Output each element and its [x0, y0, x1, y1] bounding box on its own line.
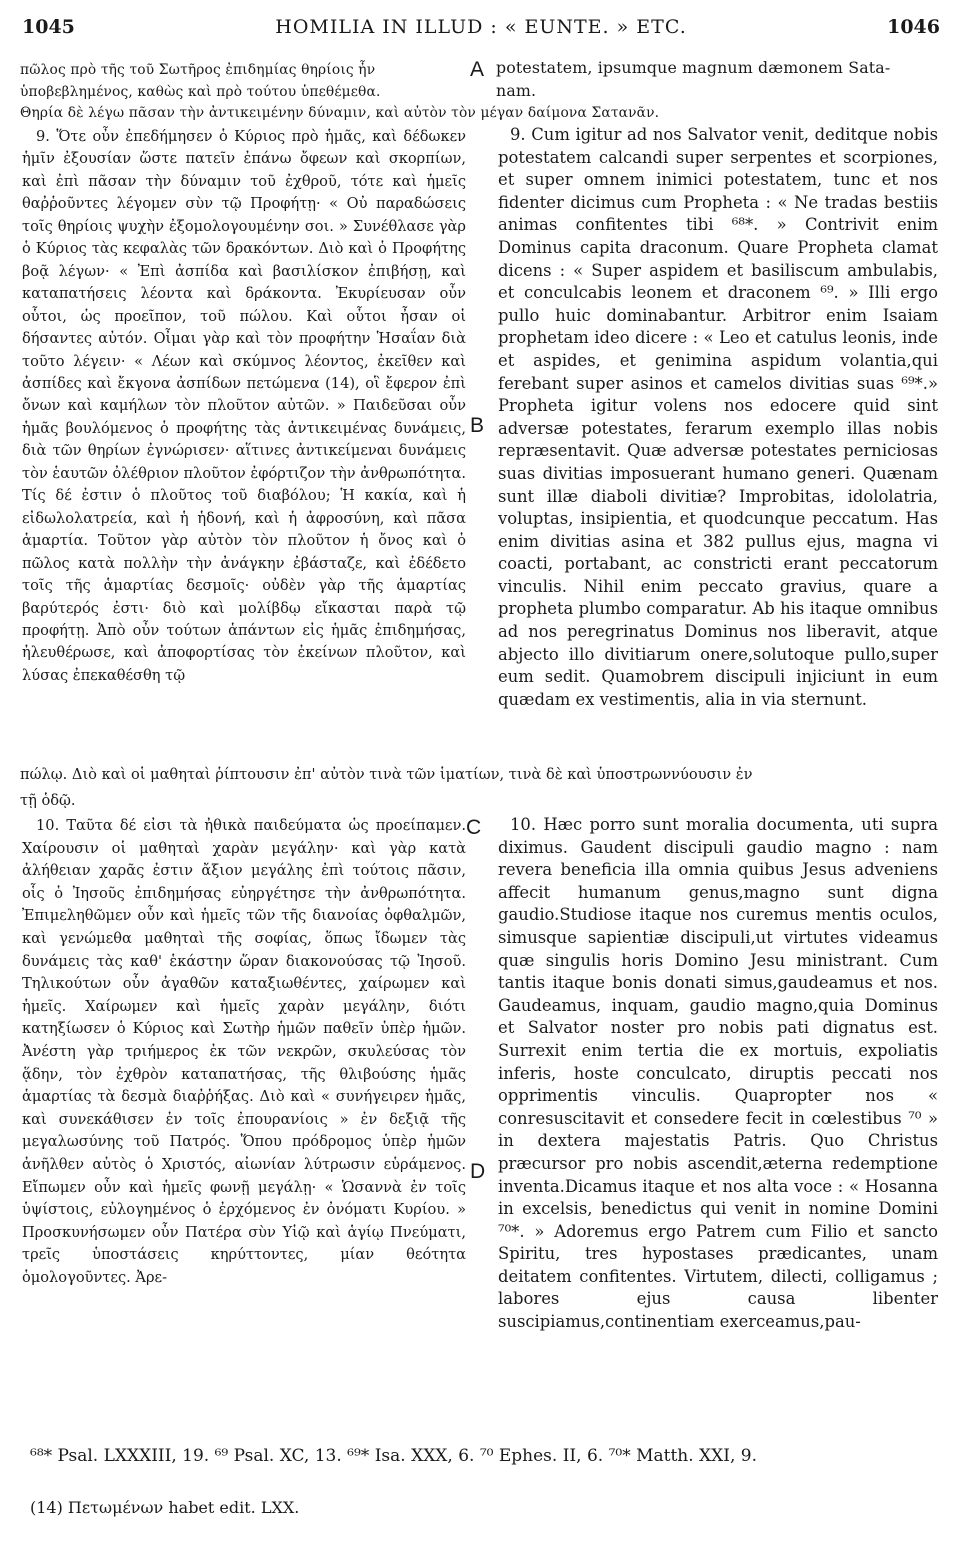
latin-line-1: potestatem, ipsumque magnum dæmonem Sata- [496, 58, 891, 77]
greek-full-width-line: πώλῳ. Διὸ καὶ οἱ μαθηταὶ ῥίπτουσιν ἐπ' αὐτὸν τινὰ τῶν ἱματίων, τινὰ δὲ καὶ ὑποστρωννύουσιν ἐν [20, 766, 753, 783]
greek-line-2: ὑποβεβλημένος, καθὼς καὶ πρὸ τούτου ὑπεθέμεθα. [20, 84, 381, 100]
critical-note-14: (14) Πετωμένων habet edit. LXX. [30, 1498, 300, 1517]
footnotes: ⁶⁸* Psal. LXXXIII, 19. ⁶⁹ Psal. XC, 13. ⁶⁹* Isa. XXX, 6. ⁷⁰ Ephes. II, 6. ⁷⁰* Matth. XXI, 9. [30, 1446, 758, 1466]
latin-column-section-10 [498, 814, 938, 1334]
page-number-left: 1045 [22, 16, 75, 38]
latin-text-section-9: 9. Cum igitur ad nos Salvator venit, deditque nobis potestatem calcandi super serpentes et scorpiones, et super omnem inimici potestatem, tunc et nos fidenter dicimus cum Propheta : « Ne tradas bestiis animas confitentes tibi ⁶⁸*. » Contrivit enim Dominus capita draconum. Quare Propheta clamat dicens : « Super aspidem et basiliscum ambulabis, et conculcabis leonem et draconem ⁶⁹. » Illi ergo pullo huic dominabantur. Arbitror enim Isaiam prophetam ideo dicere : « Leo et catulus leonis, inde et aspides, et genimina aspidum volantia,qui ferebant super asinos et camelos divitias suas ⁶⁹*.» Propheta igitur volens nos edocere quid sint adversæ potestates, ferarum exemplo illas nobis repræsentavit. Quæ adversæ potestates perniciosas suas divitias imposuerant humano generi. Quænam sunt illæ diaboli divitiæ? Improbitas, idololatria, voluptas, insipientia, et quodcunque peccatum. Has enim divitias asina et 382 pullus ejus, magna vi coacti, portabant, ac constricti erant peccatorum vinculis. Nihil enim peccato gravius, quare a propheta plumbo comparatur. Ab his itaque omnibus ad nos peregrinatus Dominus nos liberavit, atque abjecto illo divitiarum onere,solutoque pullo,super eum sedit. Quamobrem discipuli injiciunt in eum quædam ex vestimentis, alia in via sternunt. [498, 125, 938, 709]
greek-text-section-9: 9. Ὅτε οὖν ἐπεδήμησεν ὁ Κύριος πρὸ ἡμᾶς, καὶ δέδωκεν ἡμῖν ἐξουσίαν ὥστε πατεῖν ἐπάνω ὄφεων καὶ σκορπίων, καὶ ἐπὶ πᾶσαν τὴν δύναμιν τοῦ ἐχθροῦ, τότε καὶ ἡμεῖς θαῤῥοῦντες λέγομεν σὺν τῷ Προφήτῃ· « Οὐ παραδώσεις τοῖς θηρίοις ψυχὴν ἐξομολογουμένην σοι. » Συνέθλασε γὰρ ὁ Κύριος τὰς κεφαλὰς τῶν δρακόντων. Διὸ καὶ ὁ Προφήτης βοᾷ λέγων· « Ἐπὶ ἀσπίδα καὶ βασιλίσκον ἐπιβήσῃ, καὶ καταπατήσεις λέοντα καὶ δράκοντα. Ἐκυρίευσαν οὖν οὗτοι, ὡς προεῖπον, τοῦ πώλου. Καὶ οὗτοι ἦσαν οἱ δήσαντες αὐτόν. Οἶμαι γὰρ καὶ τὸν προφήτην Ἡσαΐαν διὰ τοῦτο λέγειν· « Λέων καὶ σκύμνος λέοντος, ἐκεῖθεν καὶ ἀσπίδες καὶ ἔκγονα ἀσπίδων πετώμενα (14), οἳ ἔφερον ἐπὶ ὄνων καὶ καμήλων τὸν πλοῦτον αὐτῶν. » Παιδεῦσαι οὖν ἡμᾶς βουλόμενος ὁ προφήτης τὰς ἀντικειμένας δυνάμεις, διὰ τῶν θηρίων ἐγνώρισεν· αἵτινες ἀντικείμεναι δυνάμεις τὸν ἑαυτῶν ὀλέθριον πλοῦτον ἐφόρτιζον τὴν ἀνθρωπότητα. Τίς δέ ἐστιν ὁ πλοῦτος τοῦ διαβόλου; Ἡ κακία, καὶ ἡ εἰδωλολατρεία, καὶ ἡ ἡδονή, καὶ ἡ ἀφροσύνη, καὶ πᾶσα ἁμαρτία. Τοῦτον γὰρ αὐτὸν τὸν πλοῦτον ἡ ὄνος καὶ ὁ πῶλος κατὰ πολλὴν τὴν ἀνάγκην ἐβάσταζε, καὶ ἐδέδετο τοῖς τῆς ἁμαρτίας δεσμοῖς· οὐδὲν γὰρ τῆς ἁμαρτίας βαρύτερός ἐστι· διὸ καὶ μολίβδῳ εἴκασται παρὰ τῷ προφήτῃ. Ἀπὸ οὖν τούτων ἁπάντων εἰς ἡμᾶς ἐπιδημήσας, ἠλευθέρωσε, καὶ ἀποφορτίσας τὸν ἐκείνων πλοῦτον, καὶ λύσας ἐπεκαθέσθη τῷ [22, 128, 466, 684]
greek-line-1: πῶλος πρὸ τῆς τοῦ Σωτῆρος ἐπιδημίας θηρίοις ἦν [20, 62, 376, 78]
margin-marker-d: D [470, 1160, 486, 1183]
greek-line-3: Θηρία δὲ λέγω πᾶσαν τὴν ἀντικειμένην δύναμιν, καὶ αὐτὸν τὸν μέγαν δαίμονα Σατανᾶν. [20, 105, 660, 121]
page-header [22, 12, 940, 42]
greek-column-section-10 [22, 815, 466, 1289]
greek-full-width-line-end: τῇ ὁδῷ. [20, 792, 76, 809]
margin-marker-a: A [470, 58, 485, 81]
latin-text-section-10: 10. Hæc porro sunt moralia documenta, uti supra diximus. Gaudent discipuli gaudio magno : nam revera beneficia illa omnia quibus Jesus adveniens affecit humanum genus,magno sunt digna gaudio.Studiose itaque nos curemus mentis oculos, simusque sapientiæ discipuli,ut virtutes videamus quæ singulis horis Domino Jesu ministrant. Cum tantis itaque bonis donati simus,gaudeamus et nos. Gaudeamus, inquam, gaudio magno,quia Dominus et Salvator noster pro nobis pati dignatus est. Surrexit enim tertia die ex mortuis, expoliatis inferis, hoste conculcato, diruptis peccati nos opprimentis vinculis. Quapropter nos « conresuscitavit et consedere fecit in cœlestibus ⁷⁰ » in dextera majestatis Patris. Quo Christus præcursor pro nobis ascendit,æterna redemptione inventa.Dicamus itaque et nos alta voce : « Hosanna in excelsis, benedictus qui venit in nomine Domini ⁷⁰*. » Adoremus ergo Patrem cum Filio et sancto Spiritu, tres hypostases prædicantes, unam deitatem confitentes. Virtutem, dilecti, colligamus ; labores ejus causa libenter suscipiamus,continentiam exerceamus,pau- [498, 815, 938, 1332]
running-title: HOMILIA IN ILLUD : « EUNTE. » ETC. [275, 16, 687, 38]
latin-line-2: nam. [496, 81, 537, 100]
margin-marker-c: C [466, 816, 482, 839]
latin-column-section-9 [498, 124, 938, 711]
greek-column-section-9 [22, 126, 466, 687]
page-number-right: 1046 [887, 16, 940, 38]
greek-text-section-10: 10. Ταῦτα δέ εἰσι τὰ ἠθικὰ παιδεύματα ὡς προείπαμεν. Χαίρουσιν οἱ μαθηταὶ χαρὰν μεγάλην· καὶ γὰρ κατὰ ἀλήθειαν χαρᾶς ἐστιν ἄξιον μεγάλης ἐπὶ τούτοις πᾶσιν, οἷς ὁ Ἰησοῦς ἐπιδημήσας εὐηργέτησε τὴν ἀνθρωπότητα. Ἐπιμεληθῶμεν οὖν καὶ ἡμεῖς τῶν τῆς διανοίας ὀφθαλμῶν, καὶ γενώμεθα μαθηταὶ τῆς σοφίας, ὅπως ἴδωμεν τὰς δυνάμεις τὰς καθ' ἑκάστην ὥραν διακονούσας τῷ Ἰησοῦ. Τηλικούτων οὖν ἀγαθῶν καταξιωθέντες, χαίρωμεν καὶ ἡμεῖς. Χαίρωμεν καὶ ἡμεῖς χαρὰν μεγάλην, διότι κατηξίωσεν ὁ Κύριος καὶ Σωτὴρ ἡμῶν παθεῖν ὑπὲρ ἡμῶν. Ἀνέστη γὰρ τριήμερος ἐκ τῶν νεκρῶν, σκυλεύσας τὸν ᾅδην, τὸν ἐχθρὸν καταπατήσας, τῆς θλιβούσης ἡμᾶς ἁμαρτίας τὰ δεσμὰ διαῤῥήξας. Διὸ καὶ « συνήγειρεν ἡμᾶς, καὶ συνεκάθισεν ἐν τοῖς ἐπουρανίοις » ἐν δεξιᾷ τῆς μεγαλωσύνης τοῦ Πατρός. Ὅπου πρόδρομος ὑπὲρ ἡμῶν ἀνῆλθεν αὐτὸς ὁ Χριστός, αἰωνίαν λύτρωσιν εὑράμενος. Εἴπωμεν οὖν καὶ ἡμεῖς φωνῇ μεγάλῃ· « Ὡσαννὰ ἐν τοῖς ὑψίστοις, εὐλογημένος ὁ ἐρχόμενος ἐν ὀνόματι Κυρίου. » Προσκυνήσωμεν οὖν Πατέρα σὺν Υἱῷ καὶ ἁγίῳ Πνεύματι, τρεῖς ὑποστάσεις κηρύττοντες, μίαν θεότητα ὁμολογοῦντες. Ἀρε- [22, 817, 466, 1286]
margin-marker-b: B [470, 414, 485, 437]
